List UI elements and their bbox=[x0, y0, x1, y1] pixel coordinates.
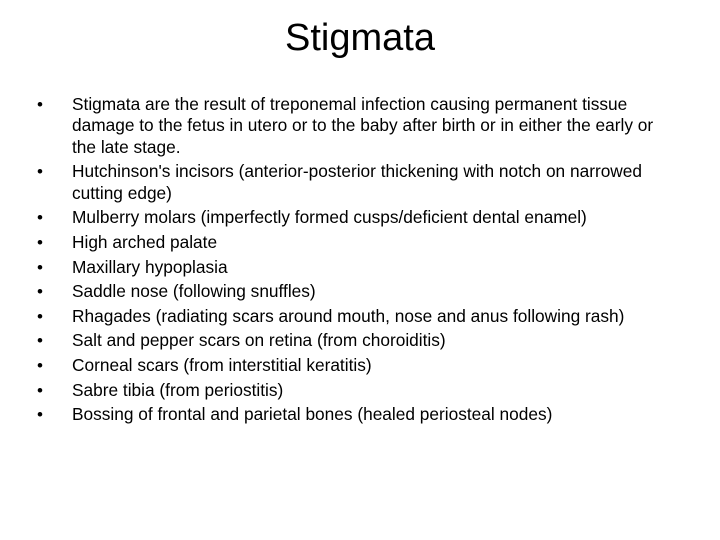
bullet-icon: • bbox=[37, 355, 43, 375]
list-item bbox=[0, 330, 720, 351]
bullet-icon: • bbox=[37, 405, 43, 425]
bullet-text: Salt and pepper scars on retina (from choroiditis) bbox=[72, 330, 446, 351]
bullet-icon: • bbox=[37, 95, 43, 114]
bullet-text: Hutchinson's incisors (anterior-posterior thickening with notch on narrowed cutting edge) bbox=[72, 161, 643, 203]
bullet-text: Corneal scars (from interstitial keratitis) bbox=[72, 354, 372, 375]
bullet-icon: • bbox=[37, 331, 43, 351]
bullet-icon: • bbox=[37, 257, 43, 277]
list-item bbox=[0, 232, 720, 253]
bullet-icon: • bbox=[37, 380, 43, 400]
bullet-icon: • bbox=[37, 208, 43, 228]
bullet-text: Bossing of frontal and parietal bones (healed periosteal nodes) bbox=[72, 404, 553, 425]
bullet-text: Rhagades (radiating scars around mouth, nose and anus following rash) bbox=[72, 305, 625, 326]
bullet-text: Stigmata are the result of treponemal infection causing permanent tissue damage to the fetus in utero or to the baby after birth or in either the early or the late stage. bbox=[72, 94, 654, 157]
bullet-list bbox=[0, 94, 720, 429]
bullet-text: Mulberry molars (imperfectly formed cusps/deficient dental enamel) bbox=[72, 207, 587, 228]
list-item bbox=[0, 306, 720, 327]
list-item bbox=[0, 355, 720, 376]
list-item bbox=[0, 281, 720, 302]
bullet-text: Sabre tibia (from periostitis) bbox=[72, 379, 284, 400]
slide-title: Stigmata bbox=[285, 17, 435, 59]
bullet-icon: • bbox=[37, 162, 43, 182]
list-item bbox=[0, 257, 720, 278]
bullet-icon: • bbox=[37, 233, 43, 252]
bullet-text: Maxillary hypoplasia bbox=[72, 256, 228, 277]
list-item bbox=[0, 404, 720, 425]
list-item bbox=[0, 380, 720, 401]
bullet-text: Saddle nose (following snuffles) bbox=[72, 281, 316, 302]
list-item bbox=[0, 94, 720, 158]
list-item bbox=[0, 161, 720, 204]
bullet-icon: • bbox=[37, 306, 43, 326]
list-item bbox=[0, 207, 720, 228]
bullet-text: High arched palate bbox=[72, 232, 218, 252]
bullet-icon: • bbox=[37, 282, 43, 302]
